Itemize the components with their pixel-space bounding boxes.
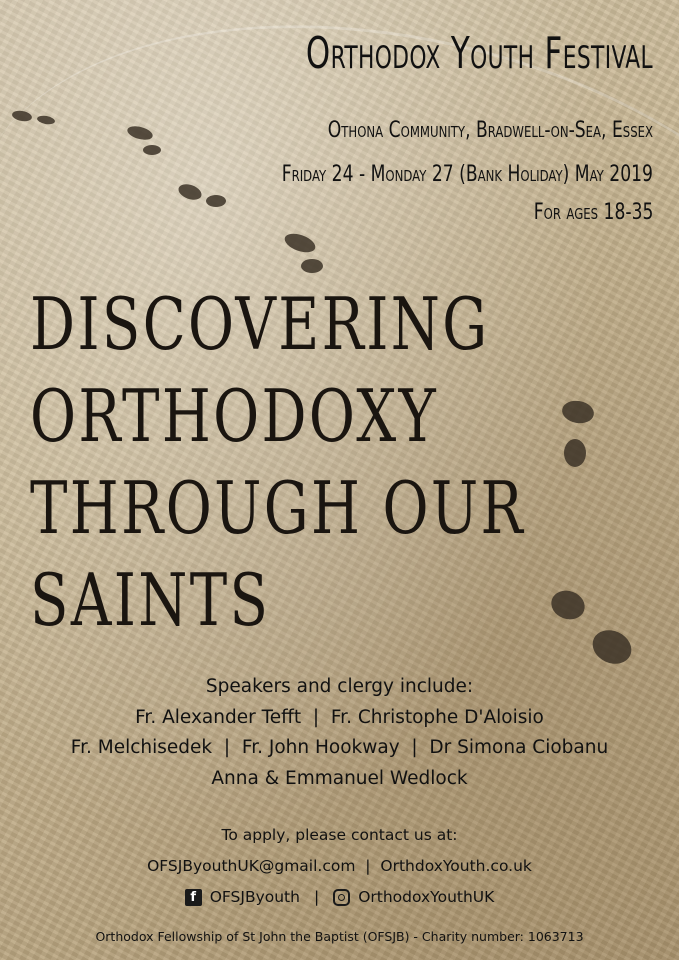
instagram-handle[interactable]: OrthodoxYouthUK: [358, 888, 495, 906]
facebook-handle[interactable]: OFSJByouth: [209, 888, 300, 906]
facebook-icon: f: [185, 889, 202, 906]
social-separator: |: [313, 888, 320, 906]
speakers-section: [0, 672, 679, 794]
headline-line-2: ORTHODOXY: [30, 374, 439, 458]
speakers-line-1: Fr. Alexander Tefft | Fr. Christophe D'Aloisio: [135, 706, 544, 728]
charity-footer: Orthodox Fellowship of St John the Baptist (OFSJB) - Charity number: 1063713: [95, 929, 584, 944]
social-links: [0, 882, 679, 913]
theme-headline: [30, 278, 665, 646]
contact-email-website[interactable]: OFSJByouthUK@gmail.com | OrthdoxYouth.co.uk: [147, 857, 532, 875]
speakers-line-3: Anna & Emmanuel Wedlock: [211, 767, 468, 789]
headline-line-3: THROUGH OUR: [30, 466, 526, 550]
speakers-line-2: Fr. Melchisedek | Fr. John Hookway | Dr Simona Ciobanu: [70, 737, 609, 758]
speakers-heading: Speakers and clergy include:: [205, 676, 474, 697]
festival-title: Orthodox Youth Festival: [305, 28, 653, 79]
instagram-icon: [333, 889, 350, 906]
contact-intro: To apply, please contact us at:: [221, 826, 458, 844]
headline-line-1: DISCOVERING: [30, 282, 490, 366]
headline-line-4: SAINTS: [30, 558, 271, 642]
venue-text: Othona Community, Bradwell-on-Sea, Essex: [327, 118, 653, 143]
dates-text: Friday 24 - Monday 27 (Bank Holiday) May 2019: [281, 162, 653, 187]
contact-section: [0, 820, 679, 913]
ages-text: For ages 18-35: [533, 200, 653, 225]
